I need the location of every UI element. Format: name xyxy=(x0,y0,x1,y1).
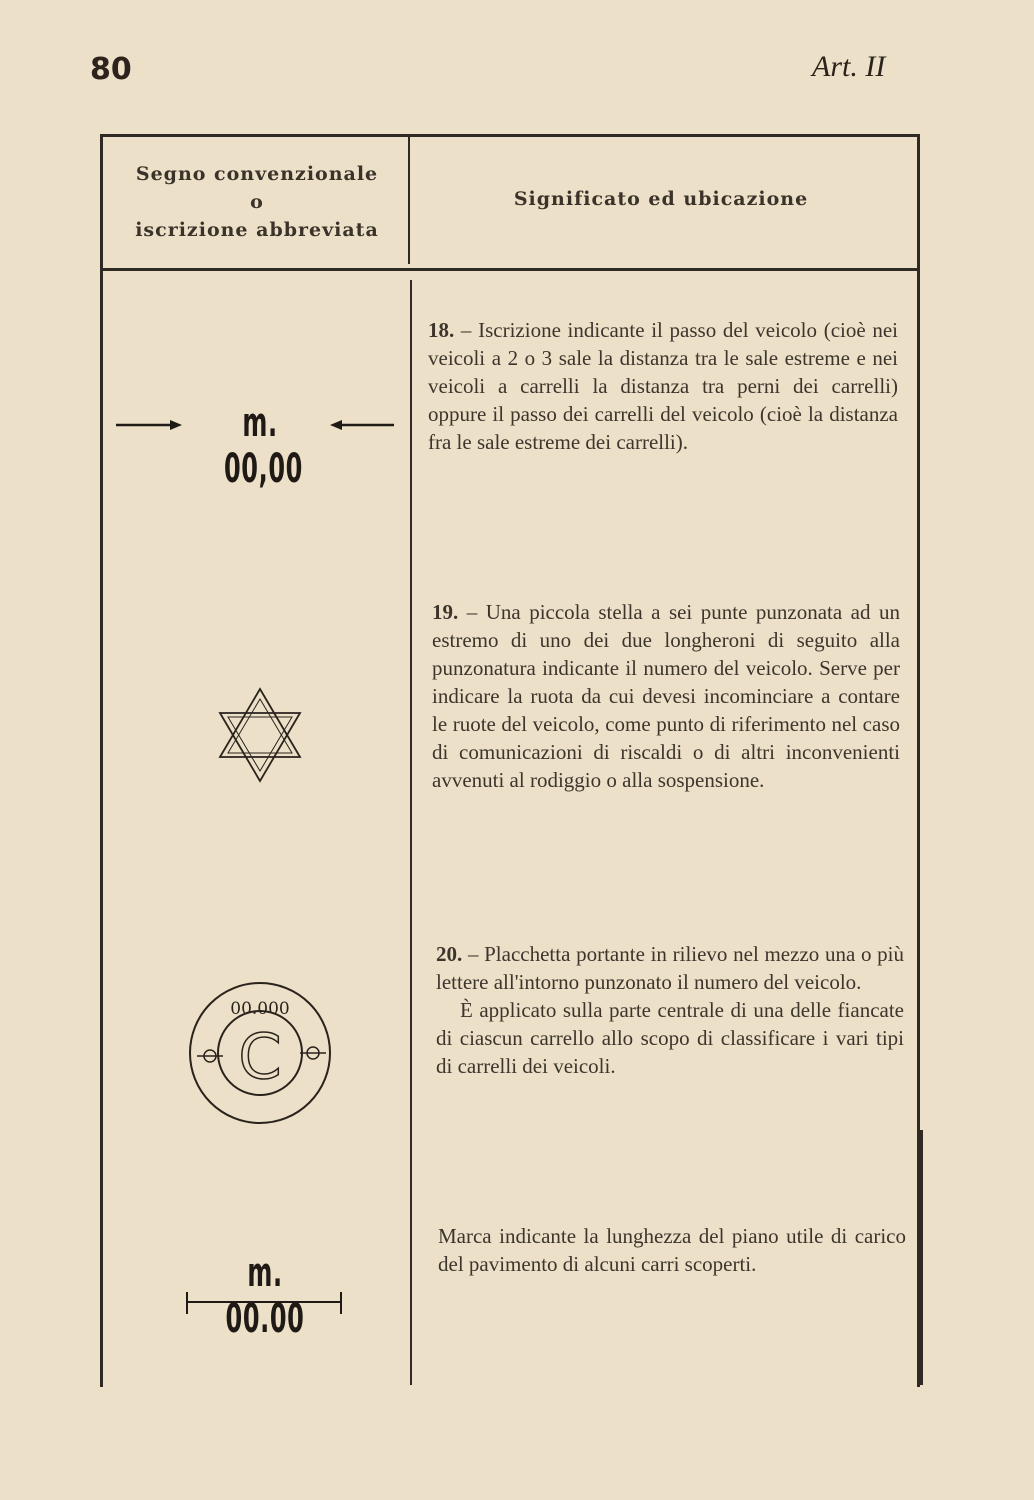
column-divider xyxy=(410,280,412,1385)
entry-19-number: 19. xyxy=(432,600,459,624)
entry-20-text: – Placchetta portante in rilievo nel mezzo una o più lettere all'intorno punzonato il numero del veicolo. xyxy=(436,942,904,994)
entry-18-number: 18. xyxy=(428,318,455,342)
entry-20-number: 20. xyxy=(436,942,463,966)
entry-19-description xyxy=(432,598,900,794)
column-divider-head xyxy=(408,137,410,264)
entry-length-description xyxy=(438,1222,906,1278)
plate-number: 00.000 xyxy=(230,999,290,1019)
column-heading-meaning: Significato ed ubicazione xyxy=(513,188,809,210)
page-number: 80 xyxy=(90,52,132,87)
entry-20-description xyxy=(436,940,904,1080)
entry-18-text: – Iscrizione indicante il passo del veicolo (cioè nei veicoli a 2 o 3 sale la distanza tra le sale estreme e nei veicoli a carrelli la distanza tra perni dei carrelli) oppure il passo dei carrelli del veicolo (cioè la distanza fra le sale estreme dei carrelli). xyxy=(428,318,898,454)
plate-letter: C xyxy=(238,1020,282,1093)
header-rule xyxy=(100,268,917,271)
bogie-plate-icon xyxy=(185,978,335,1128)
heading-line-2: o xyxy=(250,191,264,213)
heading-line-3: iscrizione abbreviata xyxy=(135,219,379,241)
passo-inscription: m. 00,00 xyxy=(224,400,303,492)
entry-19-text: – Una piccola stella a sei punte punzonata ad un estremo di uno dei due longheroni di seguito alla punzonatura indicante il numero del veicolo. Serve per indicare la ruota da cui devesi incominciare a contare le ruote del veicolo, come punto di riferimento nel caso di comunicazioni di riscaldi o di altri inconvenienti avvenuti al rodiggio o alla sospensione. xyxy=(432,600,900,792)
entry-length-text: Marca indicante la lunghezza del piano utile di carico del pavimento di alcuni carri scoperti. xyxy=(438,1224,906,1276)
column-heading-symbol xyxy=(108,160,406,244)
running-head: Art. II xyxy=(812,50,886,83)
entry-18-description xyxy=(428,316,898,456)
entry-20-text-2: È applicato sulla parte centrale di una delle fiancate di ciascun carrello allo scopo di classificare i vari tipi di carrelli dei veicoli. xyxy=(436,998,904,1078)
heading-line-1: Segno convenzionale xyxy=(135,163,379,185)
six-pointed-star-icon xyxy=(210,685,310,785)
table-frame-edge xyxy=(910,1130,923,1385)
length-inscription: m. 00.00 xyxy=(225,1250,305,1342)
length-dimension-line-icon xyxy=(183,1290,347,1318)
